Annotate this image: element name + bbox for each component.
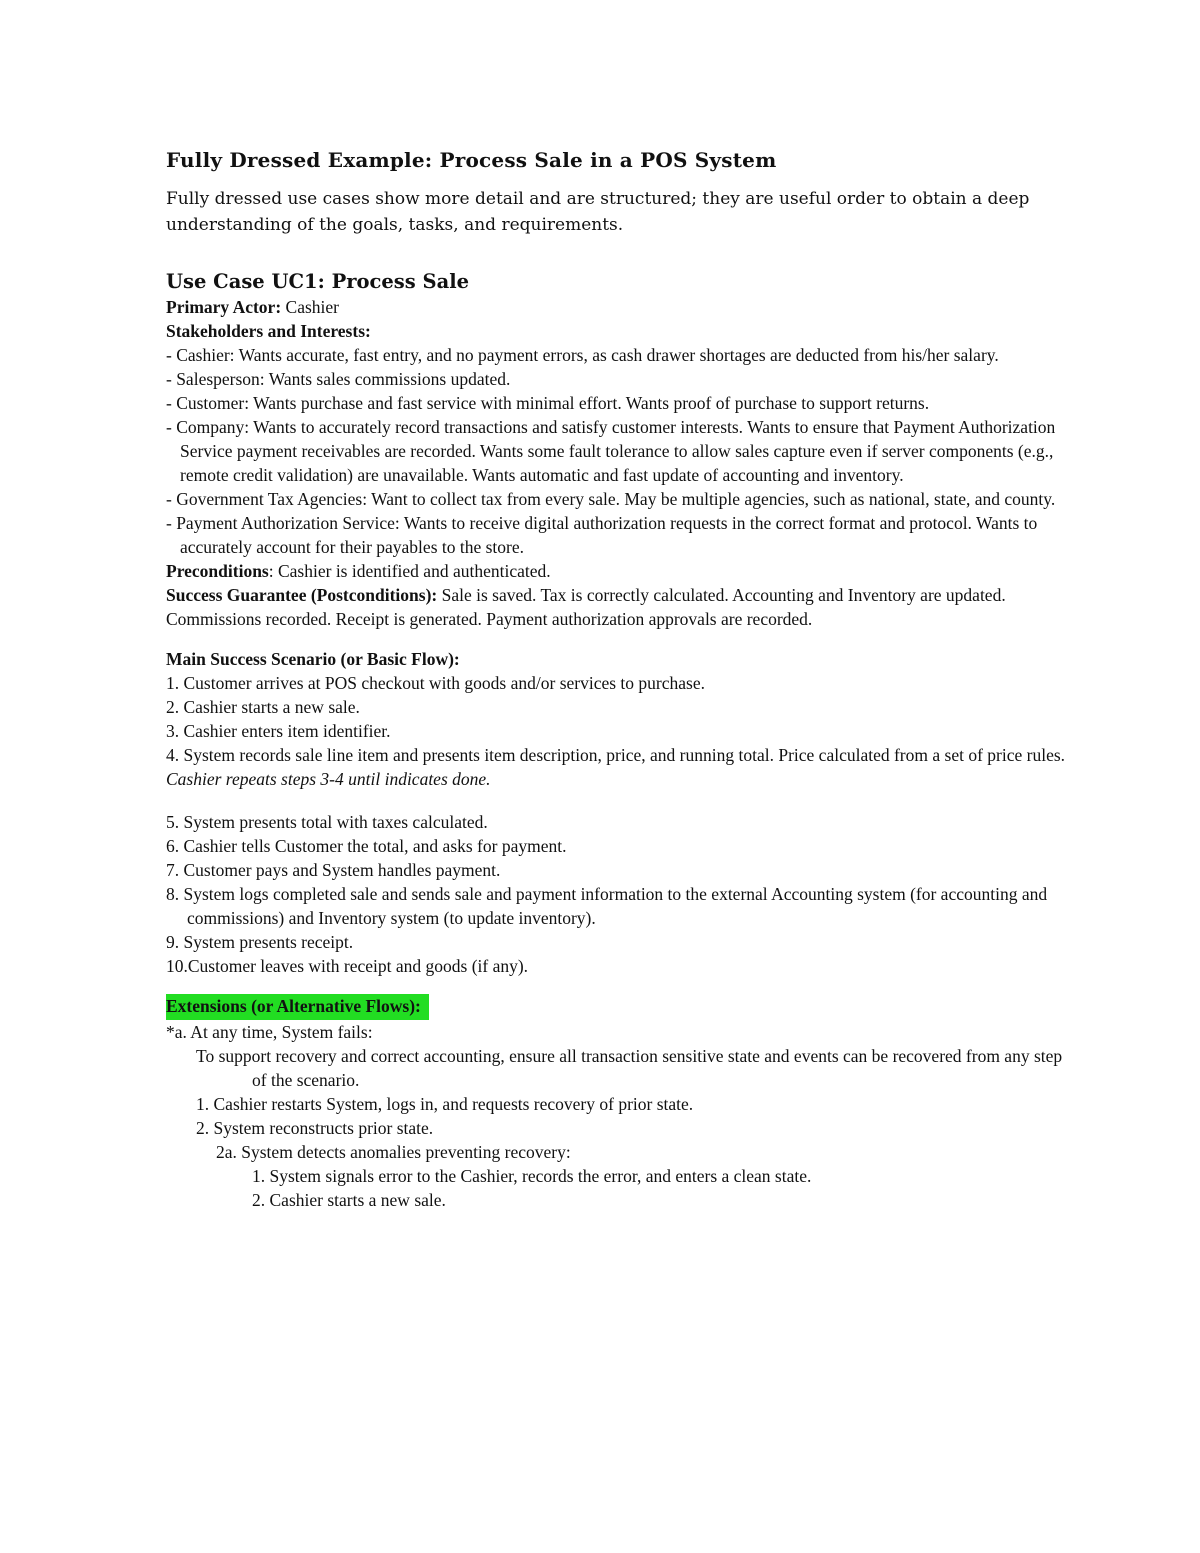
flow-step: 7. Customer pays and System handles payment. [166,860,501,880]
stakeholders-heading: Stakeholders and Interests: [166,321,371,341]
extensions-heading: Extensions (or Alternative Flows): [166,994,429,1020]
postconditions-value: Sale is saved. Tax is correctly calculated. Accounting and Inventory are updated. Commissions recorded. Receipt is generated. Payment authorization approvals are recorded. [166,585,1006,629]
primary-actor-label: Primary Actor: [166,297,282,317]
flow-step: 3. Cashier enters item identifier. [166,721,391,741]
flow-step: 2. Cashier starts a new sale. [166,697,360,717]
stakeholder-item: - Customer: Wants purchase and fast service with minimal effort. Wants proof of purchase to support returns. [166,393,930,413]
postconditions-line [166,583,1066,631]
sub-case-step: 1. System signals error to the Cashier, records the error, and enters a clean state. [252,1166,812,1186]
flow-step: 5. System presents total with taxes calculated. [166,812,488,832]
sub-case-wrap [166,1140,1066,1164]
extensions-section [166,994,1066,1212]
extension-steps [166,1092,1066,1140]
flow-step: 8. System logs completed sale and sends sale and payment information to the external Accounting system (for accounting and commissions) and Inventory system (to update inventory). [166,884,1048,928]
sub-case-steps [166,1164,1066,1212]
extension-sub-case: 2a. System detects anomalies preventing recovery: [216,1142,571,1162]
document-content [166,148,1066,1212]
extension-step: 1. Cashier restarts System, logs in, and requests recovery of prior state. [196,1094,694,1114]
use-case-title: Use Case UC1: Process Sale [166,270,470,293]
preconditions-line [166,559,1066,583]
preconditions-label: Preconditions [166,561,269,581]
extension-case: *a. At any time, System fails: [166,1022,373,1042]
postconditions-label: Success Guarantee (Postconditions): [166,585,438,605]
repeat-note: Cashier repeats steps 3-4 until indicates done. [166,769,491,789]
stakeholder-item: - Cashier: Wants accurate, fast entry, and no payment errors, as cash drawer shortages are deducted from his/her salary. [166,345,999,365]
extension-description: To support recovery and correct accounting, ensure all transaction sensitive state and events can be recovered from any step of the scenario. [196,1046,1063,1090]
flow-step: 4. System records sale line item and presents item description, price, and running total. Price calculated from a set of price rules. [166,745,1066,765]
primary-actor-line [166,295,1066,319]
main-flow-steps [166,671,1066,978]
main-flow-heading: Main Success Scenario (or Basic Flow): [166,649,460,669]
extension-description-wrap [166,1044,1066,1092]
stakeholder-item: - Salesperson: Wants sales commissions updated. [166,369,511,389]
flow-step: 6. Cashier tells Customer the total, and asks for payment. [166,836,567,856]
flow-step: 10.Customer leaves with receipt and goods (if any). [166,956,529,976]
stakeholder-item: - Company: Wants to accurately record transactions and satisfy customer interests. Wants to ensure that Payment Authorization Service payment receivables are recorded. Wants some fault tolerance to allow sales capture even if server components (e.g., remote credit validation) are unavailable. Wants automatic and fast update of accounting and inventory. [166,417,1056,485]
intro-paragraph: Fully dressed use cases show more detail and are structured; they are useful order to obtain a deep understanding of the goals, tasks, and requirements. [166,189,1030,235]
sub-case-step: 2. Cashier starts a new sale. [252,1190,446,1210]
document-title: Fully Dressed Example: Process Sale in a POS System [166,148,777,172]
stakeholder-item: - Government Tax Agencies: Want to collect tax from every sale. May be multiple agencies, such as national, state, and county. [166,489,1056,509]
primary-actor-value: Cashier [281,297,339,317]
extension-step: 2. System reconstructs prior state. [196,1118,434,1138]
flow-step: 9. System presents receipt. [166,932,354,952]
stakeholder-item: - Payment Authorization Service: Wants to receive digital authorization requests in the correct format and protocol. Wants to accurately account for their payables to the store. [166,513,1038,557]
flow-step: 1. Customer arrives at POS checkout with goods and/or services to purchase. [166,673,705,693]
preconditions-value: : Cashier is identified and authenticated. [268,561,551,581]
stakeholder-list [166,343,1066,559]
